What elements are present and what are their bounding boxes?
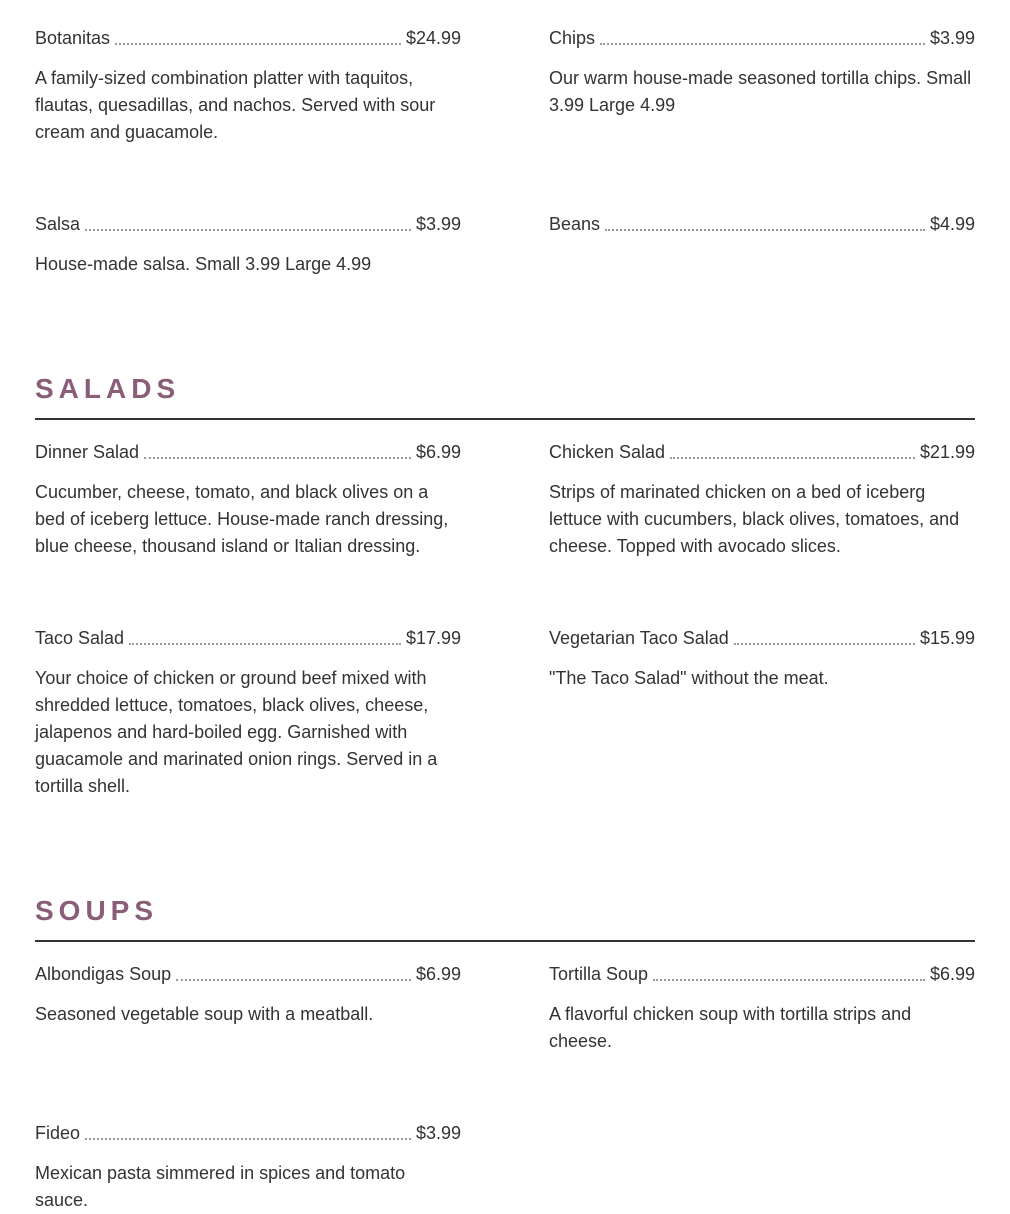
item-description: Strips of marinated chicken on a bed of iceberg lettuce with cucumbers, black olives, tomatoes, and cheese. Topped with avocado slices. bbox=[549, 482, 960, 556]
item-header bbox=[35, 1122, 461, 1144]
item-header bbox=[35, 963, 461, 985]
item-price: $6.99 bbox=[415, 964, 461, 984]
leader-dots bbox=[115, 43, 401, 45]
menu-item-albondigas-soup bbox=[35, 963, 461, 1055]
item-name: Tortilla Soup bbox=[549, 964, 649, 984]
menu-row bbox=[35, 1122, 975, 1214]
menu-item-taco-salad bbox=[35, 627, 461, 800]
item-price: $6.99 bbox=[929, 964, 975, 984]
item-name: Fideo bbox=[35, 1123, 81, 1143]
item-name: Beans bbox=[549, 214, 601, 234]
menu-row bbox=[35, 627, 975, 800]
item-header bbox=[549, 27, 975, 49]
menu-item-beans bbox=[549, 213, 975, 278]
item-name: Chicken Salad bbox=[549, 442, 666, 462]
menu-row bbox=[35, 963, 975, 1055]
menu-item-tortilla-soup bbox=[549, 963, 975, 1055]
section-divider bbox=[35, 940, 975, 942]
menu-item-vegetarian-taco-salad bbox=[549, 627, 975, 800]
item-name: Vegetarian Taco Salad bbox=[549, 628, 729, 648]
leader-dots bbox=[653, 979, 925, 981]
item-name: Dinner Salad bbox=[35, 442, 140, 462]
item-description: Seasoned vegetable soup with a meatball. bbox=[35, 1004, 374, 1024]
leader-dots bbox=[600, 43, 925, 45]
item-header bbox=[549, 213, 975, 235]
leader-dots bbox=[85, 1138, 411, 1140]
menu-item-empty bbox=[549, 1122, 975, 1214]
item-header bbox=[549, 441, 975, 463]
item-price: $3.99 bbox=[415, 1123, 461, 1143]
menu-item-fideo bbox=[35, 1122, 461, 1214]
item-price: $3.99 bbox=[415, 214, 461, 234]
leader-dots bbox=[176, 979, 411, 981]
item-name: Taco Salad bbox=[35, 628, 125, 648]
leader-dots bbox=[605, 229, 925, 231]
leader-dots bbox=[670, 457, 915, 459]
item-price: $6.99 bbox=[415, 442, 461, 462]
item-price: $21.99 bbox=[919, 442, 975, 462]
item-name: Albondigas Soup bbox=[35, 964, 172, 984]
item-description: House-made salsa. Small 3.99 Large 4.99 bbox=[35, 254, 372, 274]
item-description: A flavorful chicken soup with tortilla strips and cheese. bbox=[549, 1004, 912, 1051]
section-title-soups: SOUPS bbox=[35, 895, 159, 926]
item-header bbox=[549, 963, 975, 985]
menu-item-dinner-salad bbox=[35, 441, 461, 560]
section-divider bbox=[35, 418, 975, 420]
leader-dots bbox=[85, 229, 411, 231]
item-description: Your choice of chicken or ground beef mixed with shredded lettuce, tomatoes, black olives, cheese, jalapenos and hard-boiled egg. Garnished with guacamole and marinated onion rings. Served in a tortilla shell. bbox=[35, 668, 438, 796]
item-header bbox=[35, 441, 461, 463]
item-description: Cucumber, cheese, tomato, and black olives on a bed of iceberg lettuce. House-made ranch dressing, blue cheese, thousand island or Italian dressing. bbox=[35, 482, 449, 556]
item-price: $4.99 bbox=[929, 214, 975, 234]
menu-item-chicken-salad bbox=[549, 441, 975, 560]
item-description: Mexican pasta simmered in spices and tomato sauce. bbox=[35, 1163, 406, 1210]
item-price: $24.99 bbox=[405, 28, 461, 48]
section-title-salads: SALADS bbox=[35, 373, 181, 404]
menu-row bbox=[35, 213, 975, 278]
item-header bbox=[35, 627, 461, 649]
item-name: Salsa bbox=[35, 214, 81, 234]
item-description: A family-sized combination platter with taquitos, flautas, quesadillas, and nachos. Served with sour cream and guacamole. bbox=[35, 68, 436, 142]
item-name: Botanitas bbox=[35, 28, 111, 48]
menu-row bbox=[35, 441, 975, 560]
item-name: Chips bbox=[549, 28, 596, 48]
leader-dots bbox=[734, 643, 915, 645]
leader-dots bbox=[129, 643, 401, 645]
item-description: Our warm house-made seasoned tortilla chips. Small 3.99 Large 4.99 bbox=[549, 68, 972, 115]
item-price: $17.99 bbox=[405, 628, 461, 648]
item-price: $3.99 bbox=[929, 28, 975, 48]
item-header bbox=[35, 27, 461, 49]
item-price: $15.99 bbox=[919, 628, 975, 648]
menu-row bbox=[35, 27, 975, 146]
leader-dots bbox=[144, 457, 411, 459]
item-description: "The Taco Salad" without the meat. bbox=[549, 668, 829, 688]
menu-item-chips bbox=[549, 27, 975, 146]
item-header bbox=[549, 627, 975, 649]
menu-item-botanitas bbox=[35, 27, 461, 146]
item-header bbox=[35, 213, 461, 235]
menu-item-salsa bbox=[35, 213, 461, 278]
